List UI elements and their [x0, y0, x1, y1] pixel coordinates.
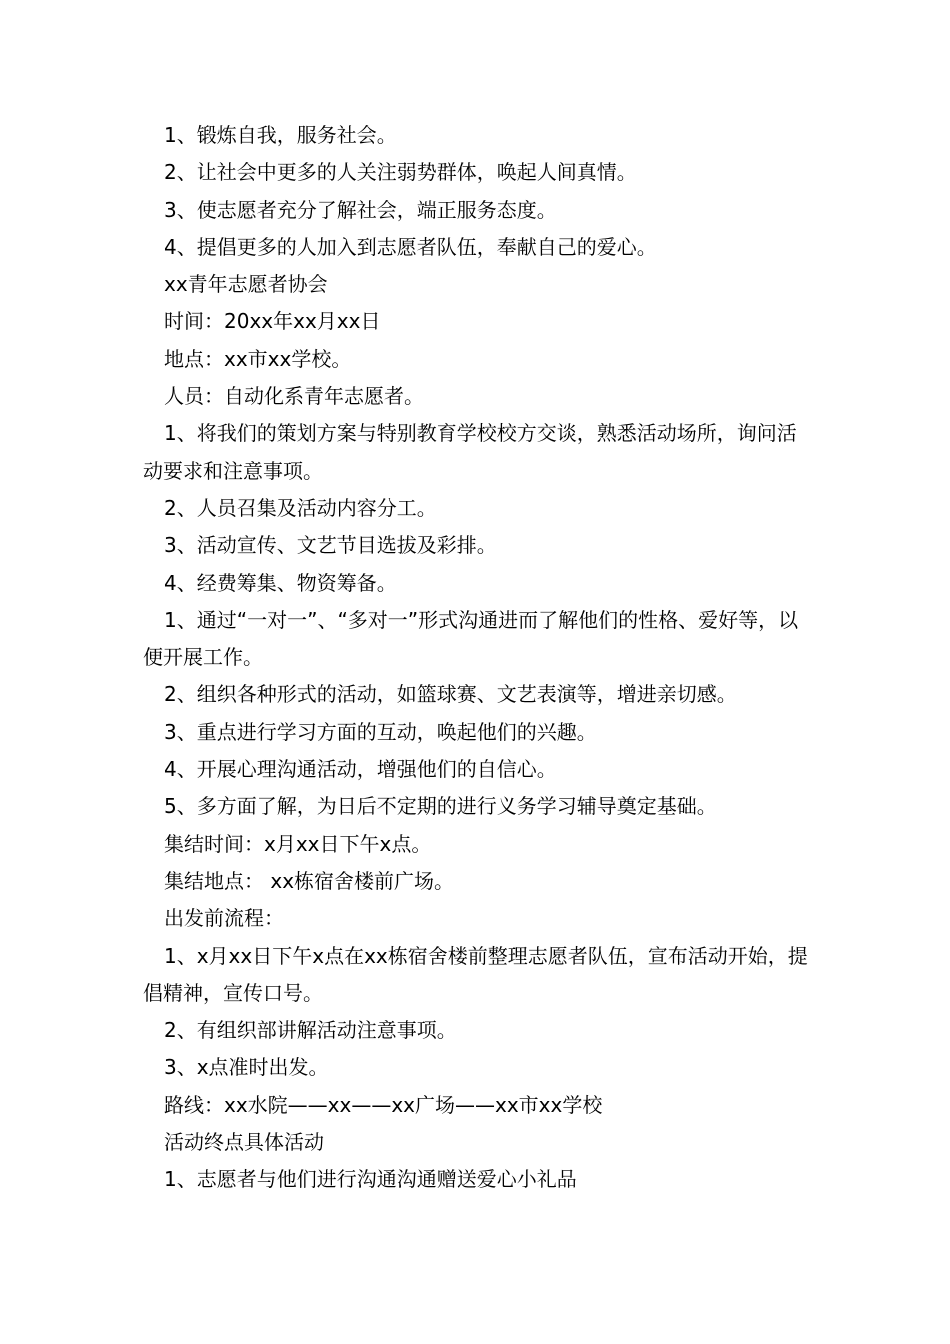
- prep-step-3: 3、活动宣传、文艺节目选拔及彩排。: [164, 533, 497, 558]
- document-body: [143, 117, 808, 1199]
- prep-step-1: 1、将我们的策划方案与特别教育学校校方交谈，熟悉活动场所，询问活动要求和注意事项。: [143, 421, 797, 483]
- activity-step-1: 1、通过“一对一”、“多对一”形式沟通进而了解他们的性格、爱好等，以便开展工作。: [143, 607, 799, 670]
- paragraph-1: 1、锻炼自我，服务社会。: [164, 123, 397, 147]
- activity-step-2: 2、组织各种形式的活动，如篮球赛、文艺表演等，增进亲切感。: [164, 682, 737, 707]
- paragraph-4: 4、提倡更多的人加入到志愿者队伍，奉献自己的爱心。: [164, 234, 657, 259]
- departure-step-2: 2、有组织部讲解活动注意事项。: [164, 1018, 457, 1043]
- paragraph-2: 2、让社会中更多的人关注弱势群体，唤起人间真情。: [164, 160, 637, 185]
- event-personnel: 人员：自动化系青年志愿者。: [164, 384, 424, 409]
- departure-step-1: 1、x月xx日下午x点在xx栋宿舍楼前整理志愿者队伍，宣布活动开始，提倡精神，宣传口号。: [143, 943, 808, 1005]
- assembly-location: 集结地点： xx栋宿舍楼前广场。: [164, 868, 455, 893]
- destination-step-1: 1、志愿者与他们进行沟通沟通赠送爱心小礼品: [164, 1167, 577, 1192]
- activity-step-5: 5、多方面了解，为日后不定期的进行义务学习辅导奠定基础。: [164, 794, 717, 819]
- route: 路线：xx水院——xx——xx广场——xx市xx学校: [164, 1092, 603, 1117]
- event-time: 时间：20xx年xx月xx日: [164, 309, 381, 334]
- assembly-time: 集结时间：x月xx日下午x点。: [164, 831, 432, 856]
- destination-activities-heading: 活动终点具体活动: [164, 1130, 324, 1155]
- departure-process-heading: 出发前流程：: [164, 906, 284, 931]
- paragraph-3: 3、使志愿者充分了解社会，端正服务态度。: [164, 197, 557, 222]
- prep-step-4: 4、经费筹集、物资筹备。: [164, 570, 397, 595]
- event-location: 地点：xx市xx学校。: [164, 346, 352, 371]
- activity-step-3: 3、重点进行学习方面的互动，唤起他们的兴趣。: [164, 719, 597, 744]
- activity-step-4: 4、开展心理沟通活动，增强他们的自信心。: [164, 757, 557, 782]
- departure-step-3: 3、x点准时出发。: [164, 1055, 329, 1080]
- prep-step-2: 2、人员召集及活动内容分工。: [164, 495, 437, 520]
- organization-name: xx青年志愿者协会: [164, 272, 328, 297]
